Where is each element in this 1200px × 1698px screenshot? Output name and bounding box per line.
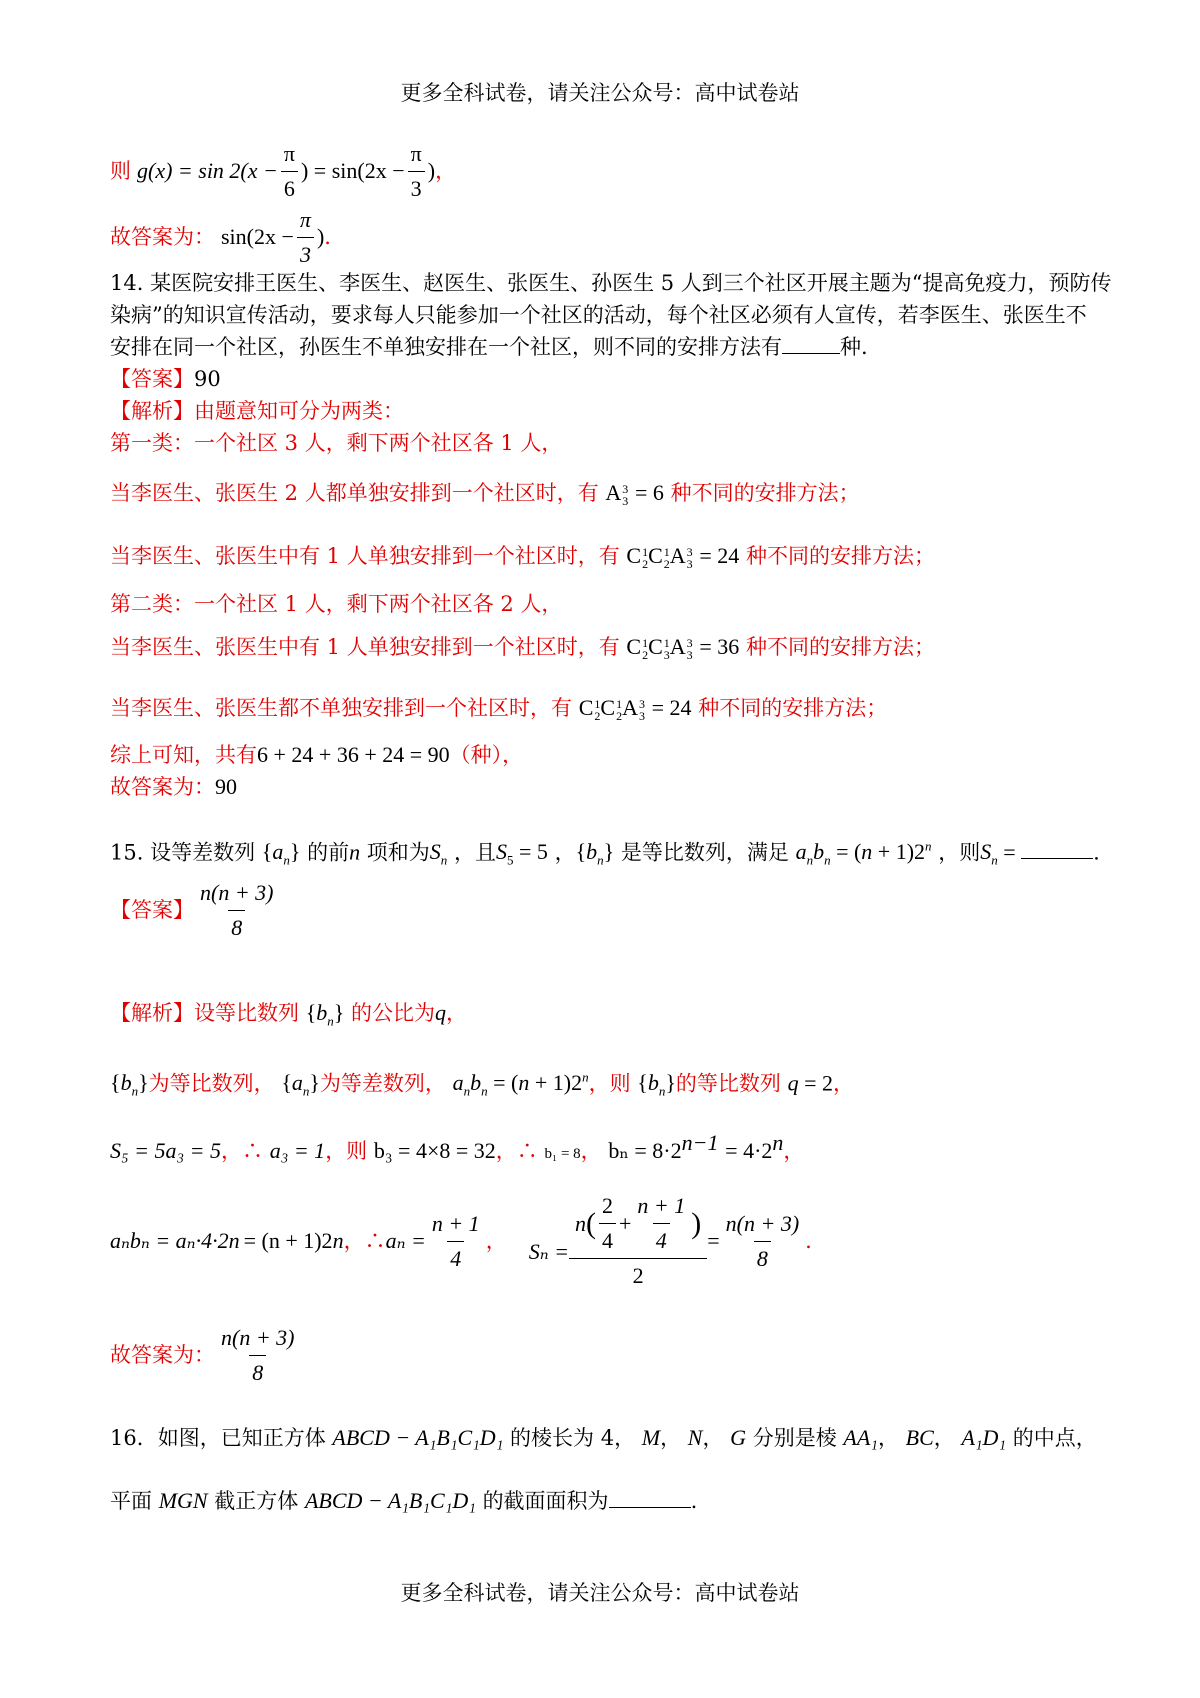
q13-answer-math-a: sin(2x − — [221, 224, 294, 249]
q14-stem-line-3: 安排在同一个社区，孙医生不单独安排在一个社区，则不同的安排方法有 种. — [110, 335, 868, 359]
answer-value: 90 — [194, 367, 221, 391]
q13-frac-2: $\frac{\pi}{3}$ — [408, 139, 425, 204]
q15-analysis-intro: 【解析】设等比数列 $\{b_n\}$ 的公比为q， — [110, 1000, 467, 1029]
q13-answer-frac: $\frac{\pi}{3}$ — [297, 205, 314, 270]
q13-answer-suffix: . — [324, 225, 331, 249]
q13-suffix: ， — [435, 159, 457, 183]
q15-final: 故答案为： $\frac{n(n + 3)}{8}$ — [110, 1325, 301, 1385]
q15-stem: 15. 设等差数列 $\{a_n\}$ 的前n 项和为$S_n$ ，且$S_5 = 5$ ，$\{b_n\}$ 是等比数列，满足 $a_nb_n = (n + 1)2^n$ ，则$S_n$ = . — [110, 839, 1100, 868]
q13-prefix: 则 — [110, 159, 131, 183]
q13-math-b: ) = sin(2x − — [300, 158, 405, 183]
q15-final-frac: $\frac{n(n + 3)}{8}$ — [218, 1323, 298, 1388]
q14-class-2: 第二类：一个社区 1 人，剩下两个社区各 2 人， — [110, 592, 563, 616]
answer-blank — [782, 335, 840, 354]
q15-answer-frac: $\frac{n(n + 3)}{8}$ — [197, 878, 277, 943]
q14-summary: 综上可知，共有6 + 24 + 36 + 24 = 90（种）， — [110, 742, 524, 767]
q13-answer-math-b: ) — [316, 224, 325, 249]
page-footer: 更多全科试卷，请关注公众号：高中试卷站 — [400, 1581, 800, 1605]
analysis-label: 【解析】 — [110, 399, 194, 423]
q15-frac-an: $\frac{n + 1}{4}$ — [429, 1209, 483, 1274]
q14-analysis-intro: 【解析】由题意知可分为两类： — [110, 399, 404, 423]
answer-blank — [1021, 840, 1093, 859]
answer-label: 【答案】 — [110, 367, 194, 391]
q15-frac-sn: n ( $\frac{2}{4}$ + $\frac{n + 1}{4}$ ) 2 — [572, 1191, 704, 1291]
q14-stem-line-2: 染病”的知识宣传活动，要求每人只能参加一个社区的活动，每个社区必须有人宣传，若李医生、张医生不 — [110, 303, 1087, 327]
q13-derivation — [110, 140, 457, 201]
q16-stem-line-2: 平面 MGN 截正方体 ABCD − A₁B₁C₁D₁ 的截面面积为 . — [110, 1488, 698, 1513]
q14-answer — [110, 364, 221, 394]
q14-c2a: 当李医生、张医生中有 1 人单独安排到一个社区时，有 C 1 2 C 1 3 A 3 3 = 36 种不同的安排方法； — [110, 634, 935, 662]
q13-answer-label: 故答案为： — [110, 225, 215, 249]
answer-blank — [609, 1489, 691, 1508]
page-header: 更多全科试卷，请关注公众号：高中试卷站 — [400, 81, 800, 105]
q16-stem-line-1: 16．如图，已知正方体 ABCD − A₁B₁C₁D₁ 的棱长为 4， M， N， G 分别是棱 AA₁， BC， A₁D₁ 的中点， — [110, 1425, 1097, 1450]
q14-c2b: 当李医生、张医生都不单独安排到一个社区时，有 C 1 2 C 1 2 A 3 3 = 24 种不同的安排方法； — [110, 695, 888, 723]
q14-final: 故答案为：90 — [110, 774, 237, 799]
q15-answer — [110, 880, 280, 940]
q14-c1b: 当李医生、张医生中有 1 人单独安排到一个社区时，有 C 1 2 C 1 2 A 3 3 = 24 种不同的安排方法； — [110, 543, 935, 571]
answer-label: 【答案】 — [110, 898, 194, 922]
q14-c1a: 当李医生、张医生 2 人都单独安排到一个社区时，有 A 3 3 = 6 种不同的安排方法； — [110, 480, 860, 508]
q15-analysis-4: aₙbₙ = aₙ·4·2 n = (n + 1)2 n ，∴ aₙ = $\frac{n + 1}{4}$ ， Sₙ = n ( $\frac{2}{4}$ + $\frac{n + 1}{4}$ ) 2 = $\frac{n(n + 3)}{8}$ . — [110, 1196, 812, 1286]
q13-frac-1: $\frac{\pi}{6}$ — [281, 139, 298, 204]
q13-math-c: ) — [427, 158, 436, 183]
q15-analysis-3: S₅ = 5a₃ = 5，∴ a₃ = 1，则 b₃ = 4×8 = 32，∴ b₁ = 8， $b_n = 8\cdot 2^{n-1} = 4\cdot 2^n$， — [110, 1130, 805, 1163]
q14-class-1: 第一类：一个社区 3 人，剩下两个社区各 1 人， — [110, 431, 563, 455]
q15-frac-result: $\frac{n(n + 3)}{8}$ — [723, 1209, 803, 1274]
q13-math-a: g(x) = sin 2(x − — [137, 158, 278, 183]
q13-answer — [110, 206, 331, 267]
q14-stem-line-1: 14. 某医院安排王医生、李医生、赵医生、张医生、孙医生 5 人到三个社区开展主题为“提高免疫力，预防传 — [110, 271, 1112, 295]
q15-analysis-2: $\{b_n\}$为等比数列， $\{a_n\}$为等差数列， $a_nb_n = (n + 1)2^n$，则 $\{b_n\}$的等比数列 q = 2， — [110, 1070, 855, 1099]
